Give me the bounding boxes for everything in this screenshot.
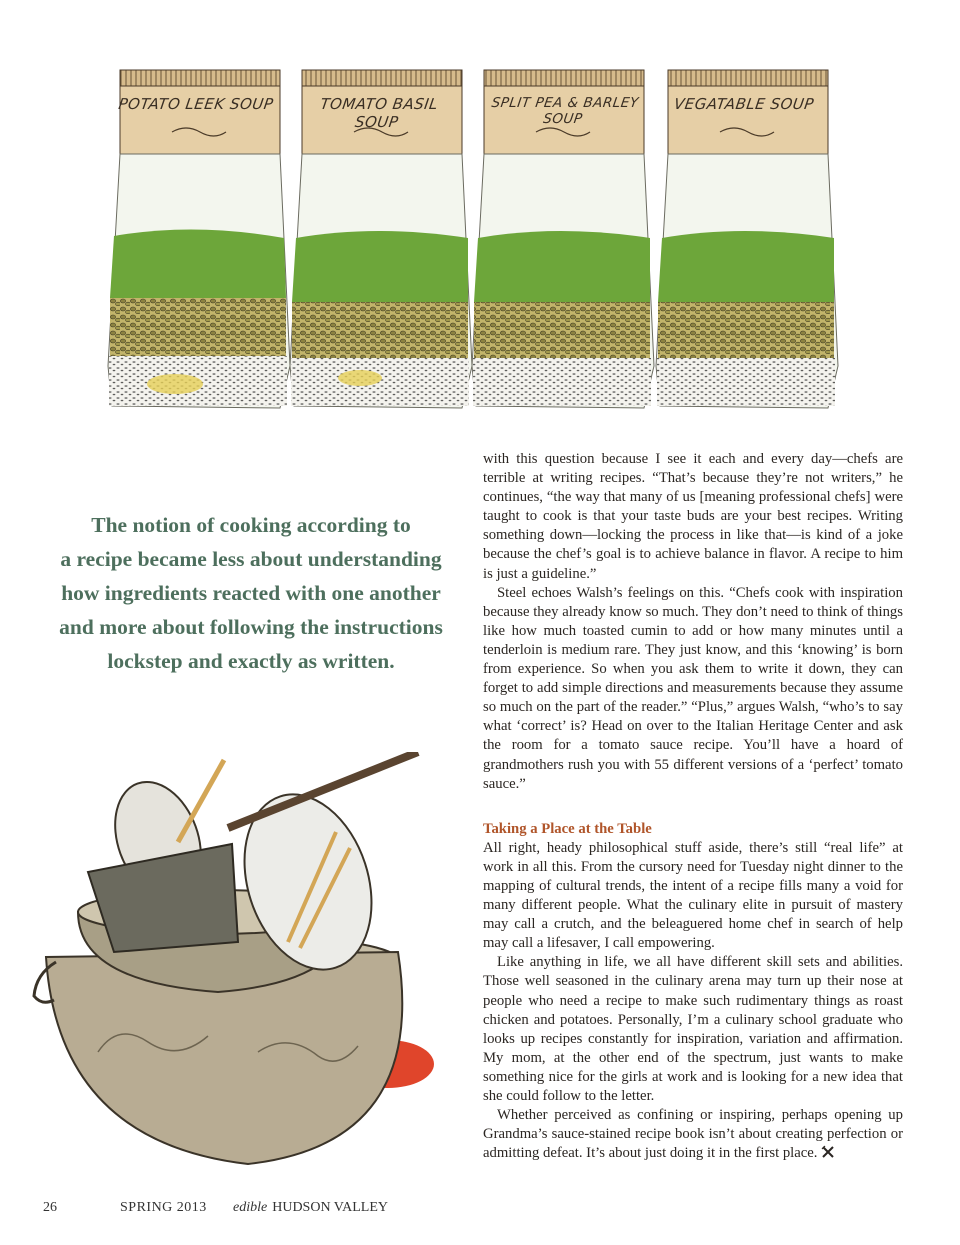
pull-quote-line: how ingredients reacted with one another (61, 581, 441, 605)
jar-potato-leek (108, 70, 290, 408)
jar-label-split-pea-barley: SPLIT PEA & BARLEY SOUP (490, 95, 640, 127)
article-paragraph: with this question because I see it each and every day—chefs are terrible at writing recipes. “That’s because they’re not writers,” he continues, “the way that many of us [meaning professional chefs] were taught to cook is that your taste buds are your best recipes. Writing something down—locking the process in like that—is kind of a joke because the chef’s goal is to achieve balance in flavor. A recipe to him is just a guideline.” (483, 451, 903, 582)
magazine-name (233, 1200, 388, 1216)
pull-quote-line: lockstep and exactly as written. (107, 649, 395, 673)
jar-label-vegetable: VEGATABLE SOUP (672, 95, 816, 113)
page-number: 26 (43, 1200, 57, 1215)
stacked-pots-illustration (18, 752, 478, 1172)
magazine-name-region: HUDSON VALLEY (272, 1200, 388, 1215)
jar-label-potato-leek: POTATO LEEK SOUP (117, 95, 275, 113)
article-paragraph: All right, heady philosophical stuff aside, there’s still “real life” at work in all this. From the cursory need for Tuesday night dinner to the mapping of cultural trends, the intent of a recipe fills many a void for many different people. What the culinary elite in pursuit of mastery may call a crutch, and the beleaguered home chef in search of help may call a lifesaver, I call empowering. (483, 839, 903, 952)
section-heading: Taking a Place at the Table (483, 820, 652, 837)
jar-vegetable (656, 70, 838, 408)
end-of-article-fork-knife-icon (821, 1145, 835, 1159)
article-paragraph-text: Whether perceived as confining or inspiring, perhaps opening up Grandma’s sauce-stained recipe book isn’t about creating perfection or admitting defeat. It’s about just doing it in the first place. (483, 1107, 903, 1162)
article-paragraph: Like anything in life, we all have different skill sets and abilities. Those well seasoned in the culinary arena may turn up their nose at people who need a recipe to make such rudimentary things as roast chicken and potatoes. Personally, I’m a culinary school graduate who looks up recipes constantly for inspiration, variation and affirmation. My mom, at the other end of the spectrum, just wants to make something nice for the girls at work and is looking for a new idea that she could follow to the letter. (483, 954, 903, 1104)
page-footer (0, 1200, 960, 1222)
article-body (483, 450, 903, 1163)
article-paragraph-last (483, 1106, 903, 1163)
magazine-name-edible: edible (233, 1200, 268, 1215)
issue-date: SPRING 2013 (120, 1200, 207, 1215)
pull-quote (52, 508, 450, 678)
jar-label-tomato-basil: TOMATO BASIL SOUP (319, 95, 440, 131)
pull-quote-line: a recipe became less about understanding (60, 547, 442, 571)
article-paragraph: Steel echoes Walsh’s feelings on this. “Chefs cook with inspiration because they already know so much. They don’t need to think of things like how much toasted cumin to add or how many minutes until a tenderloin is medium rare. They just know, and this ‘knowing’ is born from experience. So when you ask them to write it down, they can forget to add simple directions and measurements because they assume so much on the part of the reader.” “Plus,” argues Walsh, “who’s to say what ‘correct’ is? Head on over to the Italian Heritage Center and ask the room for a tomato sauce recipe. You’ll have a hoard of grandmothers rush you with 55 different versions of a ‘perfect’ tomato sauce.” (483, 584, 903, 792)
pull-quote-line: and more about following the instructions (59, 615, 443, 639)
pull-quote-line: The notion of cooking according to (91, 513, 411, 537)
